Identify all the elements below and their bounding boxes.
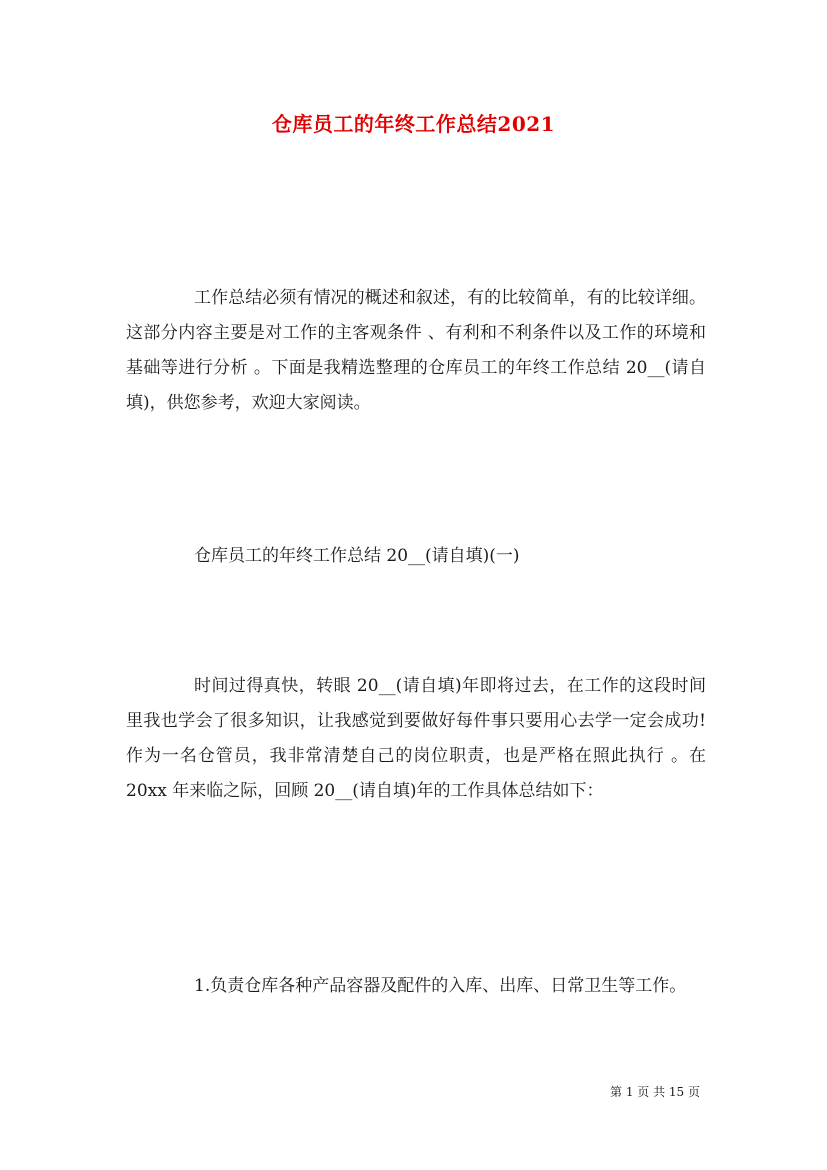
section-heading: 仓库员工的年终工作总结 20__(请自填)(一): [194, 546, 520, 566]
page-indicator: 第 1 页 共 15 页: [610, 1085, 700, 1099]
document-title: 仓库员工的年终工作总结2021: [271, 112, 556, 136]
list-item-1: 1.负责仓库各种产品容器及配件的入库、出库、日常卫生等工作。: [194, 976, 687, 996]
intro-paragraph: 工作总结必须有情况的概述和叙述，有的比较简单，有的比较详细。这部分内容主要是对工作的主客观条件 、有利和不利条件以及工作的环境和基础等进行分析 。下面是我精选整理的仓库员工的年终工作总结 20__(请自填)，供您参考，欢迎大家阅读。: [126, 288, 706, 413]
body-paragraph: 时间过得真快，转眼 20__(请自填)年即将过去，在工作的这段时间里我也学会了很多知识，让我感觉到要做好每件事只要用心去学一定会成功!作为一名仓管员，我非常清楚自己的岗位职责，也是严格在照此执行 。在 20xx 年来临之际，回顾 20__(请自填)年的工作具体总结如下：: [126, 676, 706, 801]
